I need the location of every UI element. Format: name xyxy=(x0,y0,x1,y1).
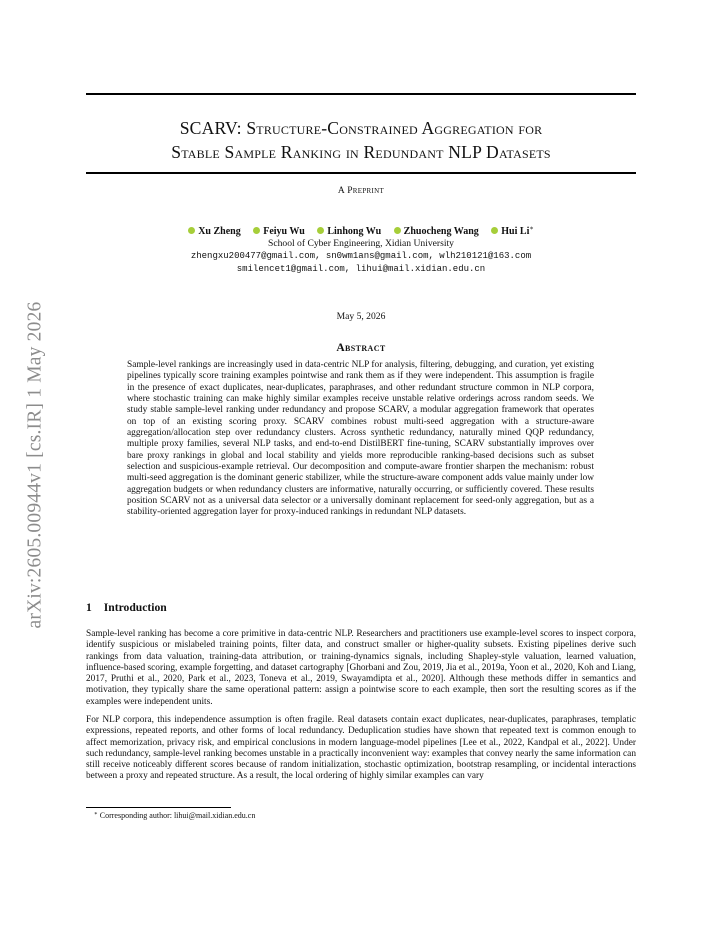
author-list xyxy=(86,224,636,237)
corresponding-mark[interactable]: ∗ xyxy=(529,225,534,232)
preprint-label: A Preprint xyxy=(337,186,385,196)
arxiv-stamp xyxy=(22,265,48,665)
orcid-icon[interactable] xyxy=(253,227,260,234)
title-line-1: SCARV: Structure-Constrained Aggregation for xyxy=(179,118,543,138)
author[interactable] xyxy=(253,226,305,237)
orcid-icon[interactable] xyxy=(394,227,401,234)
abstract-text: Sample-level rankings are increasingly used in data-centric NLP for analysis, filtering, debugging, and curation, yet existing pipelines typically score training examples pointwise and rank them as if they were independent. This assumption is fragile in the presence of exact duplicates, near-duplicates, paraphrases, and other redundant structure common in NLP corpora, where stochastic training can make highly similar examples receive unstable relative orderings across random seeds. We study stable sample-level ranking under redundancy and propose SCARV, a modular aggregation framework that operates on top of an existing scoring proxy. SCARV combines robust multi-seed aggregation with a structure-aware aggregation/allocation step over redundancy clusters. Across synthetic redundancy, naturally mined QQP redundancy, multiple proxy families, several NLP tasks, and end-to-end DistilBERT fine-tuning, SCARV substantially improves over bare proxy rankings in global and local stability and yields more reproducible ranking-based decisions such as subset selection and suspicious-example retrieval. Our decomposition and compute-aware frontier sharpen the mechanism: robust multi-seed aggregation is the dominant generic stabilizer, while the structure-aware component adds value mainly under low aggregation budgets or when redundancy clusters are informative, naturally occurring, or sufficiently covered. These results position SCARV not as a universal data selector or a universally dominant replacement for seed-only aggregation, but as a stability-oriented aggregation layer for proxy-induced rankings in redundant NLP datasets. xyxy=(127,360,594,518)
author[interactable] xyxy=(491,224,534,237)
email-line-1[interactable]: zhengxu200477@gmail.com, sn0wm1ans@gmail.com, wlh210121@163.com xyxy=(190,251,532,261)
orcid-icon[interactable] xyxy=(491,227,498,234)
paper-title xyxy=(86,116,636,164)
publication-date: May 5, 2026 xyxy=(336,311,386,322)
footnote-text: Corresponding author: lihui@mail.xidian.edu.cn xyxy=(99,811,256,820)
abstract-heading: Abstract xyxy=(336,342,386,354)
orcid-icon[interactable] xyxy=(188,227,195,234)
author-name: Zhuocheng Wang xyxy=(403,226,479,237)
author-name: Feiyu Wu xyxy=(263,226,305,237)
author-name: Hui Li xyxy=(501,226,530,237)
title-rule-bottom xyxy=(86,172,636,174)
section-number: 1 xyxy=(86,601,92,614)
arxiv-stamp-text: arXiv:2605.00944v1 [cs.IR] 1 May 2026 xyxy=(24,301,46,629)
affiliation: School of Cyber Engineering, Xidian University xyxy=(268,238,454,249)
section-title: Introduction xyxy=(103,601,167,614)
footnote xyxy=(94,811,255,820)
intro-paragraph-1: Sample-level ranking has become a core primitive in data-centric NLP. Researchers and practitioners use example-level scores to inspect corpora, identify suspicious or mislabeled training points, filter data, and construct smaller or higher-quality subsets. Existing pipelines derive such rankings from data valuation, training-data attribution, or training-dynamics signals, including Shapley-style valuation, learned valuation, influence-based scoring, example forgetting, and dataset cartography [Ghorbani and Zou, 2019, Jia et al., 2019a, Yoon et al., 2020, Koh and Liang, 2017, Pruthi et al., 2020, Park et al., 2023, Toneva et al., 2019, Swayamdipta et al., 2020]. Although these methods differ in semantics and motivation, they typically share the same operational pattern: assign a pointwise score to each example, then sort the resulting scores as if the examples were independent units. xyxy=(86,629,636,707)
intro-paragraph-2: For NLP corpora, this independence assumption is often fragile. Real datasets contain exact duplicates, near-duplicates, paraphrases, templatic expressions, repeated reports, and other forms of local redundancy. Deduplication studies have shown that repeated text is common enough to affect memorization, privacy risk, and empirical conclusions in modern language-model pipelines [Lee et al., 2022, Kandpal et al., 2022]. Under such redundancy, sample-level ranking becomes unstable in a practically inconvenient way: examples that convey nearly the same information can still receive noticeably different scores because of random initialization, stochastic optimization, bootstrap resampling, or incidental interactions between a proxy and repeated structure. As a result, the local ordering of highly similar examples can vary xyxy=(86,715,636,782)
author[interactable] xyxy=(394,226,479,237)
orcid-icon[interactable] xyxy=(317,227,324,234)
footnote-rule xyxy=(86,807,231,808)
author-name: Xu Zheng xyxy=(198,226,241,237)
author[interactable] xyxy=(317,226,381,237)
email-line-2[interactable]: smilencet1@gmail.com, lihui@mail.xidian.edu.cn xyxy=(236,264,486,274)
title-line-2: Stable Sample Ranking in Redundant NLP Datasets xyxy=(171,142,551,162)
footnote-mark: ∗ xyxy=(94,811,98,817)
author[interactable] xyxy=(188,226,241,237)
title-rule-top xyxy=(86,93,636,95)
author-name: Linhong Wu xyxy=(327,226,382,237)
section-heading xyxy=(86,601,167,614)
